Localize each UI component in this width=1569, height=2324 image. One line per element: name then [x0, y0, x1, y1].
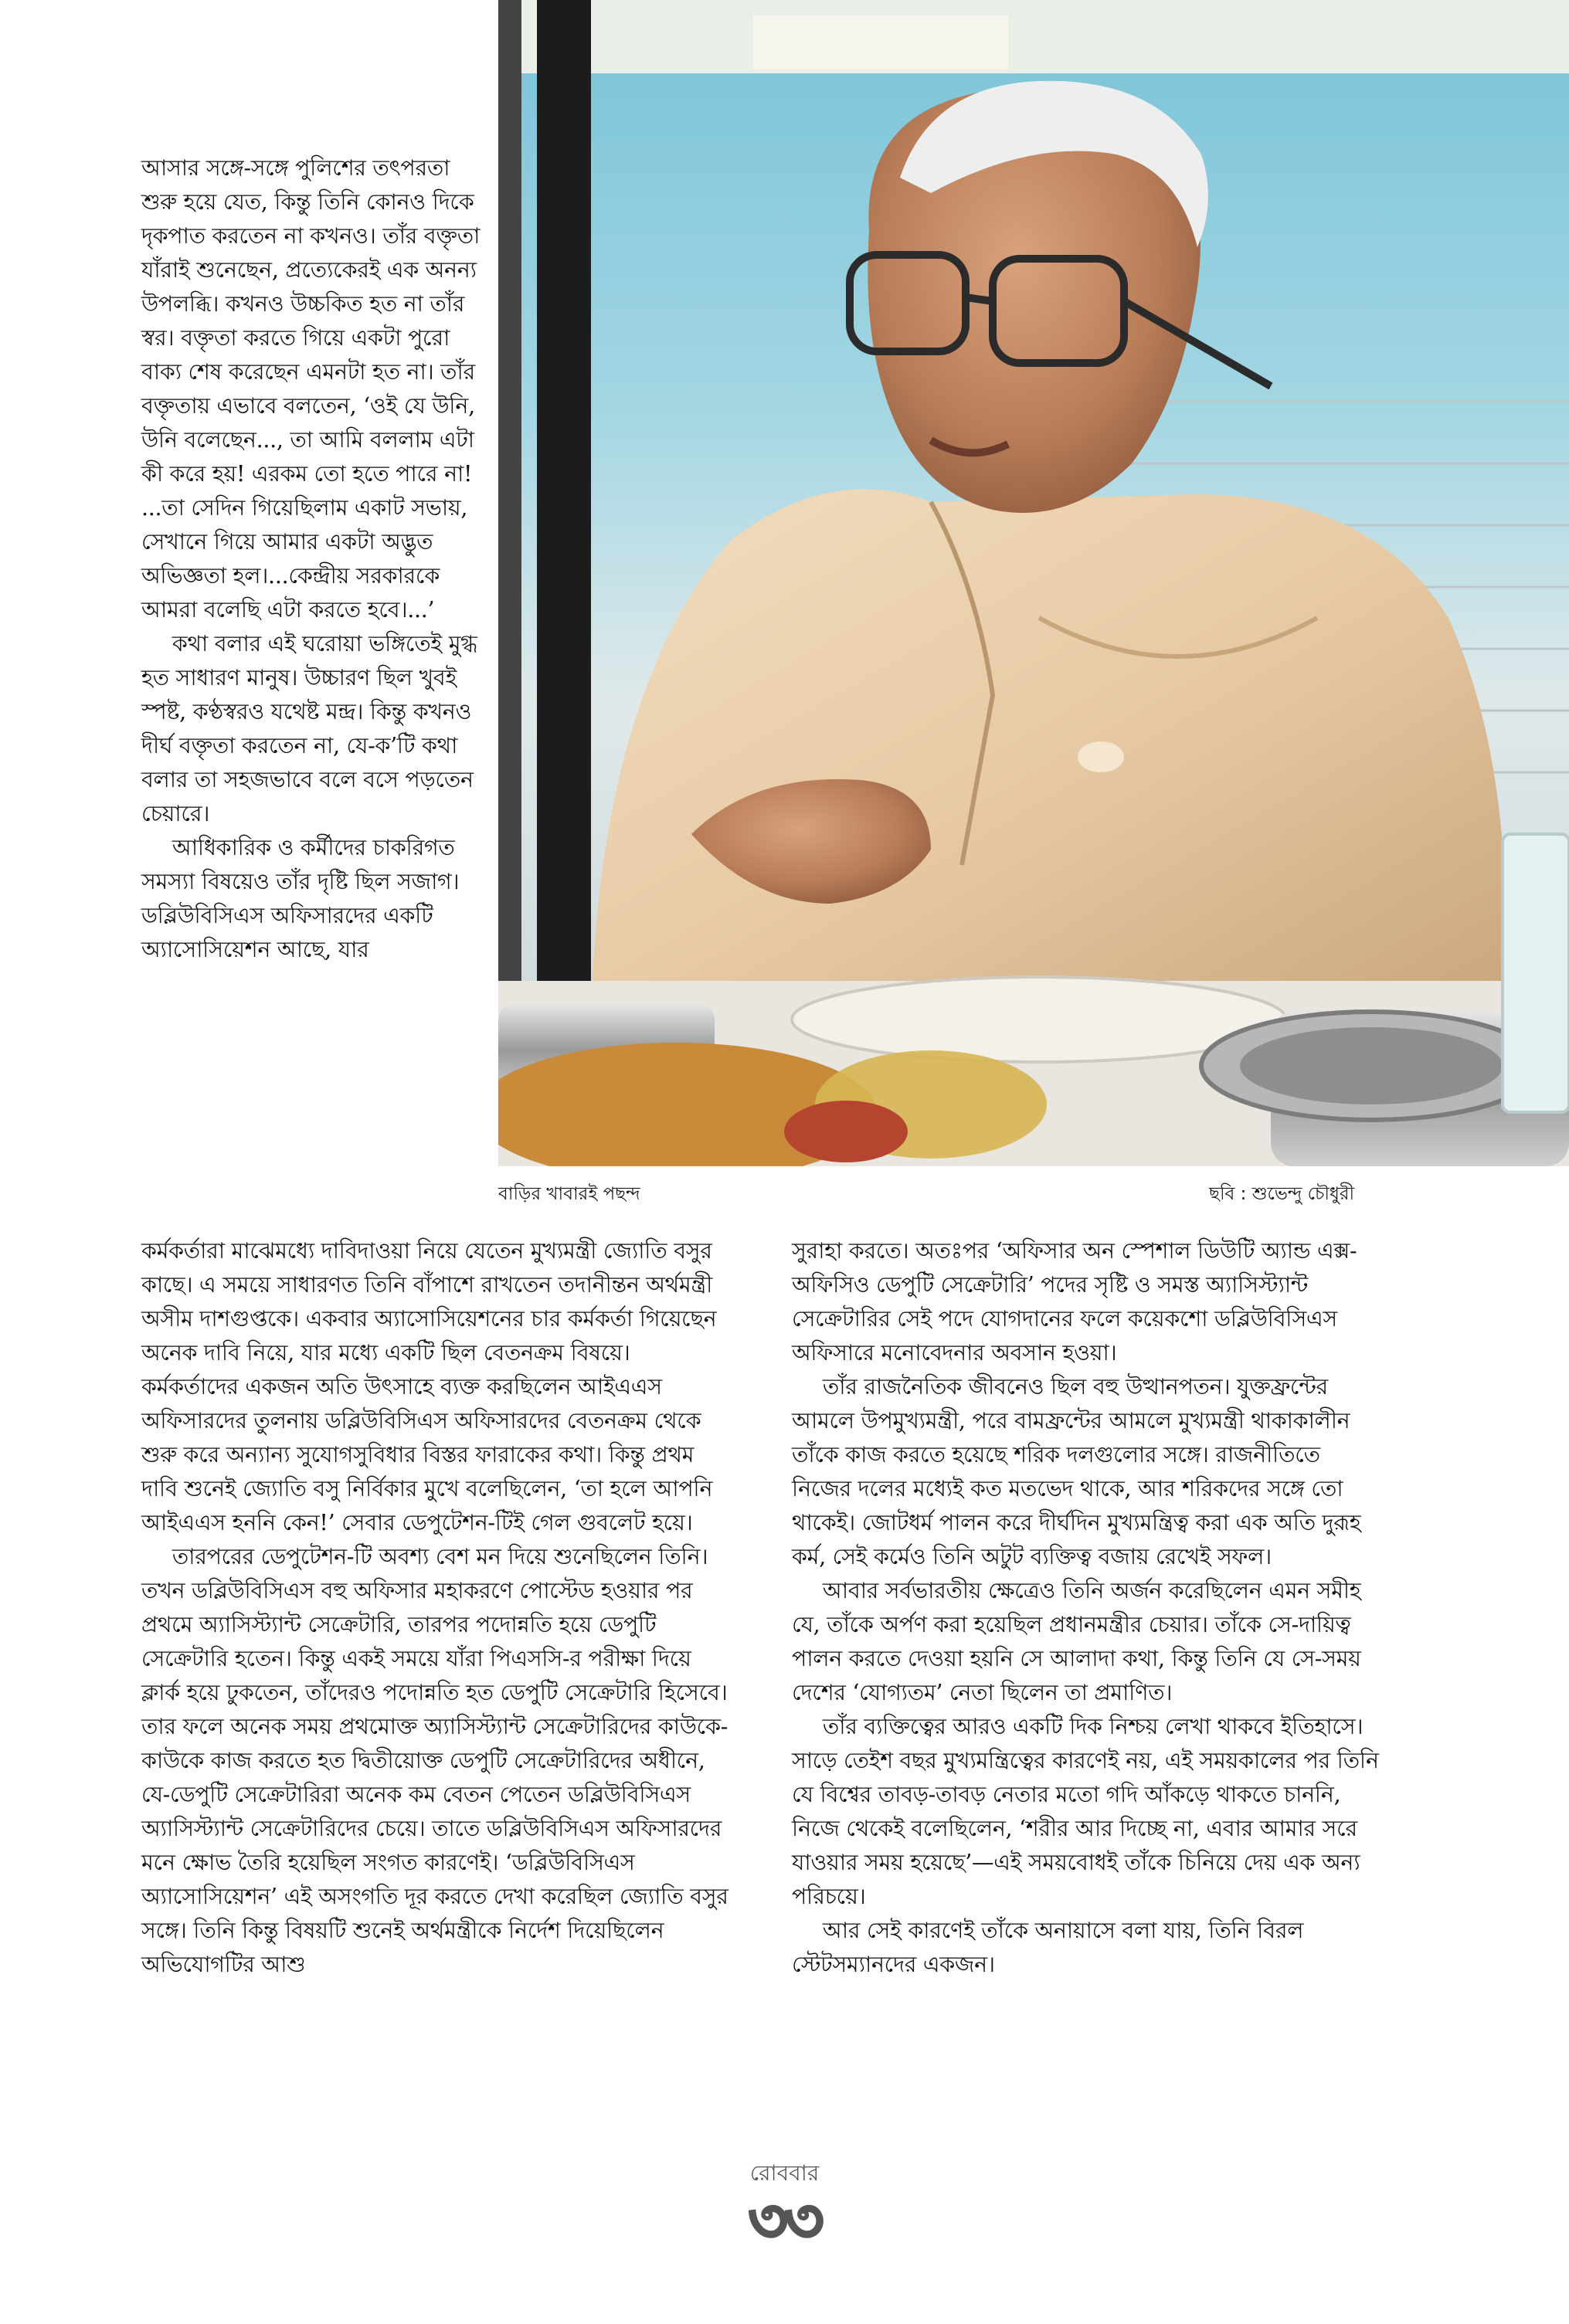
paragraph: তারপরের ডেপুটেশন-টি অবশ্য বেশ মন দিয়ে শুনেছিলেন তিনি। তখন ডব্লিউবিসিএস বহু অফিসার মহাকরণে পোস্টেড হওয়ার পর প্রথমে অ্যাসিস্ট্যান্ট সেক্রেটারি, তারপর পদোন্নতি হয়ে ডেপুটি সেক্রেটারি হতেন। কিন্তু একই সময়ে যাঁরা পিএসসি-র পরীক্ষা দিয়ে ক্লার্ক হয়ে ঢুকতেন, তাঁদেরও পদোন্নতি হত ডেপুটি সেক্রেটারি হিসেবে। তার ফলে অনেক সময় প্রথমোক্ত অ্যাসিস্ট্যান্ট সেক্রেটারিদের কাউকে-কাউকে কাজ করতে হত দ্বিতীয়োক্ত ডেপুটি সেক্রেটারিদের অধীনে, যে-ডেপুটি সেক্রেটারিরা অনেক কম বেতন পেতেন ডব্লিউবিসিএস অ্যাসিস্ট্যান্ট সেক্রেটারিদের চেয়ে। তাতে ডব্লিউবিসিএস অফিসারদের মনে ক্ষোভ তৈরি হয়েছিল সংগত কারণেই। ‘ডব্লিউবিসিএস অ্যাসোসিয়েশন’ এই অসংগতি দূর করতে দেখা করেছিল জ্যোতি বসুর সঙ্গে। তিনি কিন্তু বিষয়টি শুনেই অর্থমন্ত্রীকে নির্দেশ দিয়েছিলেন অভিযোগটির আশু	[141, 1544, 728, 1977]
bottom-left-text-column	[141, 1234, 728, 1982]
publication-name: রোববার	[749, 2160, 820, 2186]
paragraph: তাঁর ব্যক্তিত্বের আরও একটি দিক নিশ্চয় লেখা থাকবে ইতিহাসে। সাড়ে তেইশ বছর মুখ্যমন্ত্রিত্বের কারণেই নয়, এই সময়কালের পর তিনি যে বিশ্বের তাবড়-তাবড় নেতার মতো গদি আঁকড়ে থাকতে চাননি, নিজে থেকেই বলেছিলেন, ‘শরীর আর দিচ্ছে না, এবার আমার সরে যাওয়ার সময় হয়েছে’—এই সময়বোধই তাঁকে চিনিয়ে দেয় এক অন্য পরিচয়ে।	[792, 1714, 1379, 1909]
photo-caption: বাড়ির খাবারই পছন্দ	[498, 1184, 640, 1204]
page-number: ৩৩	[748, 2187, 821, 2256]
paragraph: তাঁর রাজনৈতিক জীবনেও ছিল বহু উত্থানপতন। যুক্তফ্রন্টের আমলে উপমুখ্যমন্ত্রী, পরে বামফ্রন্টের আমলে মুখ্যমন্ত্রী থাকাকালীন তাঁকে কাজ করতে হয়েছে শরিক দলগুলোর সঙ্গে। রাজনীতিতে নিজের দলের মধ্যেই কত মতভেদ থাকে, আর শরিকদের সঙ্গে তো থাকেই। জোটধর্ম পালন করে দীর্ঘদিন মুখ্যমন্ত্রিত্ব করা এক অতি দুরূহ কর্ম, সেই কর্মেও তিনি অটুট ব্যক্তিত্ব বজায় রেখেই সফল।	[792, 1374, 1361, 1569]
paragraph: আধিকারিক ও কর্মীদের চাকরিগত সমস্যা বিষয়েও তাঁর দৃষ্টি ছিল সজাগ। ডব্লিউবিসিএস অফিসারদের একটি অ্যাসোসিয়েশন আছে, যার	[141, 835, 460, 962]
article-photo	[498, 0, 1569, 1166]
photo-credit: ছবি : শুভেন্দু চৌধুরী	[1209, 1184, 1355, 1204]
left-text-column	[141, 151, 489, 967]
bottom-right-text-column	[792, 1234, 1379, 1982]
photo-illustration	[498, 0, 1569, 1166]
paragraph: আবার সর্বভারতীয় ক্ষেত্রেও তিনি অর্জন করেছিলেন এমন সমীহ যে, তাঁকে অর্পণ করা হয়েছিল প্রধানমন্ত্রীর চেয়ার। তাঁকে সে-দায়িত্ব পালন করতে দেওয়া হয়নি সে আলাদা কথা, কিন্তু তিনি যে সে-সময় দেশের ‘যোগ্যতম’ নেতা ছিলেন তা প্রমাণিত।	[792, 1578, 1361, 1705]
paragraph: আসার সঙ্গে-সঙ্গে পুলিশের তৎপরতা শুরু হয়ে যেত, কিন্তু তিনি কোনও দিকে দৃকপাত করতেন না কখনও। তাঁর বক্তৃতা যাঁরাই শুনেছেন, প্রত্যেকেরই এক অনন্য উপলব্ধি। কখনও উচ্চকিত হত না তাঁর স্বর। বক্তৃতা করতে গিয়ে একটা পুরো বাক্য শেষ করেছেন এমনটা হত না। তাঁর বক্তৃতায় এভাবে বলতেন, ‘ওই যে উনি, উনি বলেছেন..., তা আমি বললাম এটা কী করে হয়! এরকম তো হতে পারে না! ...তা সেদিন গিয়েছিলাম একাট সভায়, সেখানে গিয়ে আমার একটা অদ্ভুত অভিজ্ঞতা হল।...কেন্দ্রীয় সরকারকে আমরা বলেছি এটা করতে হবে।...’	[141, 155, 481, 623]
paragraph: কর্মকর্তারা মাঝেমধ্যে দাবিদাওয়া নিয়ে যেতেন মুখ্যমন্ত্রী জ্যোতি বসুর কাছে। এ সময়ে সাধারণত তিনি বাঁপাশে রাখতেন তদানীন্তন অর্থমন্ত্রী অসীম দাশগুপ্তকে। একবার অ্যাসোসিয়েশনের চার কর্মকর্তা গিয়েছেন অনেক দাবি নিয়ে, যার মধ্যে একটি ছিল বেতনক্রম বিষয়ে। কর্মকর্তাদের একজন অতি উৎসাহে ব্যক্ত করছিলেন আইএএস অফিসারদের তুলনায় ডব্লিউবিসিএস অফিসারদের বেতনক্রম থেকে শুরু করে অন্যান্য সুযোগসুবিধার বিস্তর ফারাকের কথা। কিন্তু প্রথম দাবি শুনেই জ্যোতি বসু নির্বিকার মুখে বলেছিলেন, ‘তা হলে আপনি আইএএস হননি কেন!’ সেবার ডেপুটেশন-টিই গেল গুবলেট হয়ে।	[141, 1238, 717, 1535]
paragraph: আর সেই কারণেই তাঁকে অনায়াসে বলা যায়, তিনি বিরল স্টেটসম্যানদের একজন।	[792, 1918, 1304, 1977]
paragraph: সুরাহা করতে। অতঃপর ‘অফিসার অন স্পেশাল ডিউটি অ্যান্ড এক্স-অফিসিও ডেপুটি সেক্রেটারি’ পদের সৃষ্টি ও সমস্ত অ্যাসিস্ট্যান্ট সেক্রেটারির সেই পদে যোগদানের ফলে কয়েকশো ডব্লিউবিসিএস অফিসারে মনোবেদনার অবসান হওয়া।	[792, 1238, 1357, 1366]
paragraph: কথা বলার এই ঘরোয়া ভঙ্গিতেই মুগ্ধ হত সাধারণ মানুষ। উচ্চারণ ছিল খুবই স্পষ্ট, কণ্ঠস্বরও যথেষ্ট মন্দ্র। কিন্তু কখনও দীর্ঘ বক্তৃতা করতেন না, যে-ক’টি কথা বলার তা সহজভাবে বলে বসে পড়তেন চেয়ারে।	[141, 631, 477, 826]
